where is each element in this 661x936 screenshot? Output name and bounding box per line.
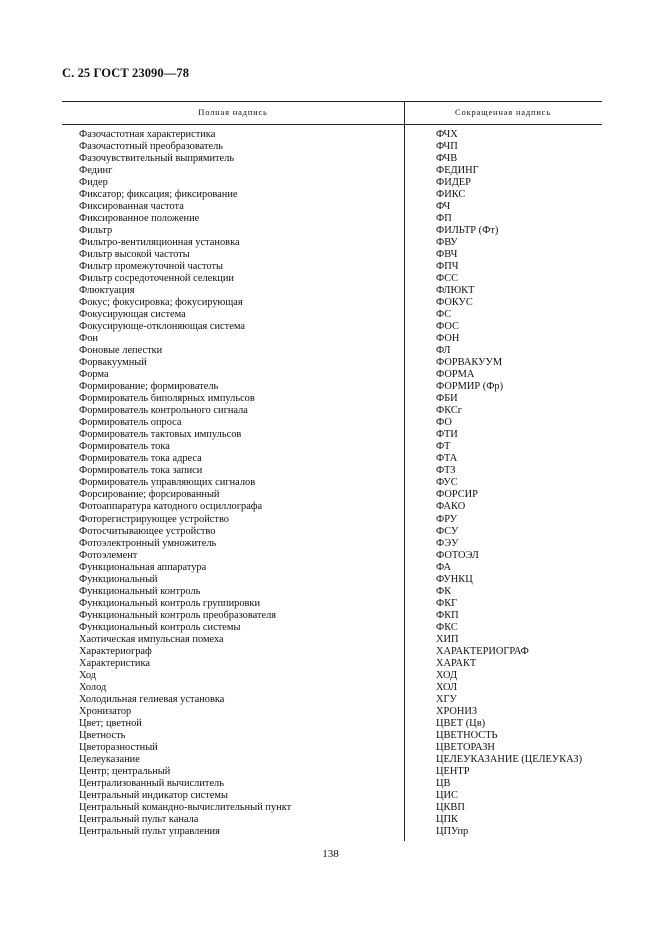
table-row <box>62 141 602 153</box>
abbreviation: ХАРАКТЕРИОГРАФ <box>436 645 529 657</box>
abbreviation: ФОРСИР <box>436 489 478 501</box>
table-row <box>62 225 602 237</box>
full-label: Центральный индикатор системы <box>79 789 228 801</box>
abbreviation: ФЧП <box>436 141 458 153</box>
full-label: Функциональный <box>79 573 158 585</box>
table-row <box>62 778 602 790</box>
full-label: Фиксированное положение <box>79 213 200 225</box>
full-label: Фединг <box>79 165 113 177</box>
abbreviation: ФО <box>436 417 452 429</box>
abbreviation: ФОН <box>436 333 460 345</box>
table-row <box>62 742 602 754</box>
full-label: Фокус; фокусировка; фокусирующая <box>79 297 243 309</box>
table-row <box>62 598 602 610</box>
abbreviation: ФТЗ <box>436 465 456 477</box>
full-label: Хронизатор <box>79 705 132 717</box>
table-row <box>62 417 602 429</box>
abbreviation: ФОРМИР (Фр) <box>436 381 504 393</box>
full-label: Фотоаппаратура катодного осциллографа <box>79 501 263 513</box>
table-row <box>62 586 602 598</box>
abbreviation: ФИДЕР <box>436 177 471 189</box>
table-row <box>62 129 602 141</box>
table-row <box>62 273 602 285</box>
full-label: Формирование; формирователь <box>79 381 219 393</box>
abbreviation: ФСС <box>436 273 459 285</box>
abbreviation: ФЛ <box>436 345 451 357</box>
table-row <box>62 658 602 670</box>
full-label: Формирователь биполярных импульсов <box>79 393 255 405</box>
abbreviation: ФА <box>436 561 452 573</box>
table-row <box>62 405 602 417</box>
table-row <box>62 369 602 381</box>
table-row <box>62 321 602 333</box>
abbreviation: ЦВ <box>436 777 451 789</box>
table-row <box>62 790 602 802</box>
abbreviation: ФЧ <box>436 201 451 213</box>
abbreviation: ХРОНИЗ <box>436 705 478 717</box>
abbreviation: ФИЛЬТР (Фт) <box>436 225 499 237</box>
abbreviation: ЦПК <box>436 813 458 825</box>
full-label: Ход <box>79 669 97 681</box>
table-row <box>62 357 602 369</box>
full-label: Центр; центральный <box>79 765 171 777</box>
full-label: Фильтр сосредоточенной селекции <box>79 273 234 285</box>
table-row <box>62 670 602 682</box>
table-row <box>62 477 602 489</box>
full-label: Фиксатор; фиксация; фиксирование <box>79 189 238 201</box>
abbreviation: ФК <box>436 585 452 597</box>
full-label: Функциональный контроль системы <box>79 621 241 633</box>
abbreviation: ФВУ <box>436 237 458 249</box>
table-row <box>62 694 602 706</box>
abbreviation: ФБИ <box>436 393 458 405</box>
full-label: Фокусирующе-отклоняющая система <box>79 321 245 333</box>
table-row <box>62 237 602 249</box>
abbreviation: ФТА <box>436 453 458 465</box>
table-row <box>62 489 602 501</box>
full-label: Фотосчитывающее устройство <box>79 525 216 537</box>
full-label: Функциональная аппаратура <box>79 561 207 573</box>
abbreviation: ЦЕЛЕУКАЗАНИЕ (ЦЕЛЕУКАЗ) <box>436 753 583 765</box>
page-header: С. 25 ГОСТ 23090—78 <box>62 66 190 80</box>
abbreviation: ФКГ <box>436 597 458 609</box>
full-label: Фазочастотная характеристика <box>79 129 216 140</box>
full-label: Целеуказание <box>79 753 140 765</box>
abbreviation: ФТ <box>436 441 451 453</box>
table-row <box>62 706 602 718</box>
table-row <box>62 333 602 345</box>
table-row <box>62 285 602 297</box>
abbreviation: ЦВЕТОРАЗН <box>436 741 495 753</box>
table-row <box>62 345 602 357</box>
abbreviation: ФКСг <box>436 405 463 417</box>
full-label: Формирователь контрольного сигнала <box>79 405 248 417</box>
table-row <box>62 177 602 189</box>
table-row <box>62 309 602 321</box>
abbreviation: ФУС <box>436 477 458 489</box>
abbreviation: ФКС <box>436 621 458 633</box>
full-label: Формирователь тактовых импульсов <box>79 429 242 441</box>
table-row <box>62 453 602 465</box>
table-row <box>62 213 602 225</box>
full-label: Фазочастотный преобразователь <box>79 141 224 153</box>
full-label: Формирователь тока записи <box>79 465 203 477</box>
table-row <box>62 766 602 778</box>
abbreviation: ЦИС <box>436 789 458 801</box>
abbreviation: ХГУ <box>436 693 457 705</box>
full-label: Форсирование; форсированный <box>79 489 220 501</box>
full-label: Центральный пульт управления <box>79 825 220 837</box>
table-row <box>62 261 602 273</box>
abbreviation: ЦЕНТР <box>436 765 470 777</box>
table-row <box>62 441 602 453</box>
abbreviation: ФВЧ <box>436 249 458 261</box>
table-row <box>62 718 602 730</box>
table-row <box>62 562 602 574</box>
full-label: Флюктуация <box>79 285 135 297</box>
table-row <box>62 646 602 658</box>
full-label: Фон <box>79 333 98 345</box>
abbreviation: ФПЧ <box>436 261 459 273</box>
full-label: Централизованный вычислитель <box>79 777 224 789</box>
table-row <box>62 514 602 526</box>
abbreviation: ФЧВ <box>436 153 458 165</box>
full-label: Форма <box>79 369 109 381</box>
full-label: Фильтр <box>79 225 113 237</box>
table-row <box>62 153 602 165</box>
full-label: Характериограф <box>79 645 152 657</box>
abbreviation: ФСУ <box>436 525 459 537</box>
table-row <box>62 381 602 393</box>
abbreviation: ФОТОЭЛ <box>436 549 479 561</box>
full-label: Фотоэлектронный умножитель <box>79 537 217 549</box>
abbreviation: ХОЛ <box>436 681 458 693</box>
table-row <box>62 754 602 766</box>
table-row <box>62 826 602 838</box>
table-body <box>62 129 602 838</box>
full-label: Цветоразностный <box>79 741 158 753</box>
table-row <box>62 189 602 201</box>
full-label: Хаотическая импульсная помеха <box>79 633 224 645</box>
column-header-abbreviation: Сокращенная надпись <box>455 107 551 117</box>
table-row <box>62 634 602 646</box>
abbreviation: ФКП <box>436 609 459 621</box>
full-label: Холод <box>79 681 107 693</box>
abbreviation: ФЛЮКТ <box>436 285 475 297</box>
abbreviation: ФП <box>436 213 452 225</box>
full-label: Формирователь управляющих сигналов <box>79 477 256 489</box>
full-label: Фильтро-вентиляционная установка <box>79 237 240 249</box>
full-label: Функциональный контроль преобразователя <box>79 609 277 621</box>
full-label: Формирователь опроса <box>79 417 182 429</box>
table-row <box>62 682 602 694</box>
full-label: Характеристика <box>79 657 150 669</box>
abbreviation: ХИП <box>436 633 459 645</box>
table-row <box>62 814 602 826</box>
page-number: 138 <box>322 848 339 860</box>
full-label: Функциональный контроль группировки <box>79 597 261 609</box>
full-label: Фокусирующая система <box>79 309 186 321</box>
full-label: Фоторегистрирующее устройство <box>79 513 229 525</box>
abbreviation-table <box>62 101 602 837</box>
table-row <box>62 550 602 562</box>
full-label: Фоновые лепестки <box>79 345 163 357</box>
full-label: Фильтр высокой частоты <box>79 249 190 261</box>
full-label: Центральный командно-вычислительный пункт <box>79 801 292 813</box>
table-row <box>62 802 602 814</box>
full-label: Фазочувствительный выпрямитель <box>79 153 235 165</box>
full-label: Холодильная гелиевая установка <box>79 693 225 705</box>
abbreviation: ХАРАКТ <box>436 657 477 669</box>
abbreviation: ФРУ <box>436 513 458 525</box>
abbreviation: ФЕДИНГ <box>436 165 479 177</box>
abbreviation: ЦВЕТ (Цв) <box>436 717 486 729</box>
abbreviation: ФТИ <box>436 429 458 441</box>
full-label: Цвет; цветной <box>79 717 142 729</box>
full-label: Формирователь тока адреса <box>79 453 202 465</box>
table-header <box>62 101 602 125</box>
abbreviation: ФОРМА <box>436 369 475 381</box>
table-row <box>62 610 602 622</box>
table-row <box>62 201 602 213</box>
table-row <box>62 249 602 261</box>
abbreviation: ЦПУпр <box>436 825 469 837</box>
abbreviation: ФАКО <box>436 501 466 513</box>
abbreviation: ФЭУ <box>436 537 459 549</box>
full-label: Центральный пульт канала <box>79 813 199 825</box>
full-label: Фидер <box>79 177 108 189</box>
table-row <box>62 393 602 405</box>
table-row <box>62 574 602 586</box>
abbreviation: ФЧХ <box>436 129 458 140</box>
full-label: Форвакуумный <box>79 357 147 369</box>
full-label: Цветность <box>79 729 126 741</box>
full-label: Формирователь тока <box>79 441 170 453</box>
table-row <box>62 465 602 477</box>
table-row <box>62 622 602 634</box>
abbreviation: ФИКС <box>436 189 466 201</box>
abbreviation: ФУНКЦ <box>436 573 473 585</box>
table-row <box>62 526 602 538</box>
table-row <box>62 297 602 309</box>
table-row <box>62 429 602 441</box>
full-label: Фиксированная частота <box>79 201 184 213</box>
full-label: Фильтр промежуточной частоты <box>79 261 223 273</box>
table-row <box>62 501 602 513</box>
table-row <box>62 538 602 550</box>
abbreviation: ФОС <box>436 321 459 333</box>
abbreviation: ФОКУС <box>436 297 473 309</box>
table-row <box>62 165 602 177</box>
abbreviation: ФС <box>436 309 452 321</box>
abbreviation: ХОД <box>436 669 458 681</box>
abbreviation: ФОРВАКУУМ <box>436 357 503 369</box>
full-label: Фотоэлемент <box>79 549 138 561</box>
abbreviation: ЦВЕТНОСТЬ <box>436 729 498 741</box>
column-header-full: Полная надпись <box>198 107 268 117</box>
full-label: Функциональный контроль <box>79 585 201 597</box>
table-row <box>62 730 602 742</box>
abbreviation: ЦКВП <box>436 801 465 813</box>
